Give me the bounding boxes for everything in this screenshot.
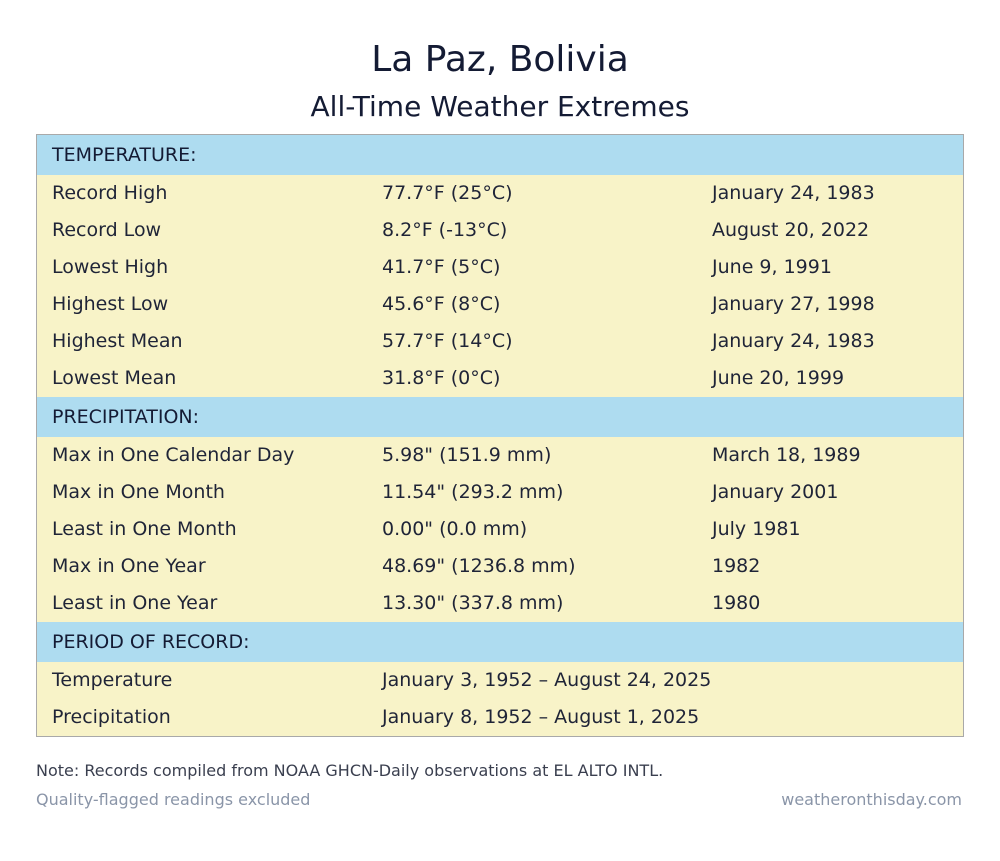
row-date: January 24, 1983	[712, 182, 875, 204]
footnote: Note: Records compiled from NOAA GHCN-Daily observations at EL ALTO INTL.	[36, 761, 664, 780]
table-row	[37, 212, 963, 249]
section-header-temperature: TEMPERATURE:	[37, 135, 963, 175]
row-value: January 3, 1952 – August 24, 2025	[382, 669, 712, 691]
row-label: Lowest High	[52, 256, 169, 278]
row-date: January 2001	[712, 481, 839, 503]
row-value: 13.30" (337.8 mm)	[382, 592, 564, 614]
quality-note: Quality-flagged readings excluded	[36, 790, 311, 809]
table-row	[37, 249, 963, 286]
row-label: Max in One Calendar Day	[52, 444, 295, 466]
page-subtitle: All-Time Weather Extremes	[310, 90, 690, 123]
page-title: La Paz, Bolivia	[371, 39, 629, 80]
table-row	[37, 360, 963, 397]
row-value: 45.6°F (8°C)	[382, 293, 501, 315]
row-value: 57.7°F (14°C)	[382, 330, 513, 352]
row-date: 1980	[712, 592, 761, 614]
row-value: 5.98" (151.9 mm)	[382, 444, 552, 466]
row-value: 41.7°F (5°C)	[382, 256, 501, 278]
row-date: 1982	[712, 555, 761, 577]
row-value: 11.54" (293.2 mm)	[382, 481, 564, 503]
row-label: Lowest Mean	[52, 367, 177, 389]
row-label: Least in One Year	[52, 592, 218, 614]
row-date: June 9, 1991	[712, 256, 832, 278]
row-value: 8.2°F (-13°C)	[382, 219, 508, 241]
section-header-period-of-record: PERIOD OF RECORD:	[37, 622, 963, 662]
table-row	[37, 699, 963, 736]
extremes-table	[36, 134, 964, 737]
table-row	[37, 323, 963, 360]
row-value: 0.00" (0.0 mm)	[382, 518, 528, 540]
row-value: 31.8°F (0°C)	[382, 367, 501, 389]
row-date: June 20, 1999	[712, 367, 845, 389]
row-value: 48.69" (1236.8 mm)	[382, 555, 576, 577]
row-date: August 20, 2022	[712, 219, 870, 241]
row-date: March 18, 1989	[712, 444, 861, 466]
table-row	[37, 548, 963, 585]
source-credit: weatheronthisday.com	[781, 790, 962, 809]
row-label: Max in One Year	[52, 555, 206, 577]
table-row	[37, 474, 963, 511]
table-row	[37, 662, 963, 699]
table-row	[37, 286, 963, 323]
table-row	[37, 437, 963, 474]
row-label: Highest Mean	[52, 330, 183, 352]
row-label: Record Low	[52, 219, 162, 241]
row-label: Max in One Month	[52, 481, 225, 503]
row-label: Least in One Month	[52, 518, 237, 540]
row-label: Precipitation	[52, 706, 171, 728]
table-row	[37, 175, 963, 212]
row-label: Temperature	[52, 669, 173, 691]
section-header-precipitation: PRECIPITATION:	[37, 397, 963, 437]
row-value: 77.7°F (25°C)	[382, 182, 513, 204]
table-row	[37, 585, 963, 622]
table-row	[37, 511, 963, 548]
row-date: July 1981	[712, 518, 801, 540]
row-date: January 24, 1983	[712, 330, 875, 352]
row-date: January 27, 1998	[712, 293, 875, 315]
row-value: January 8, 1952 – August 1, 2025	[382, 706, 700, 728]
row-label: Record High	[52, 182, 168, 204]
row-label: Highest Low	[52, 293, 169, 315]
